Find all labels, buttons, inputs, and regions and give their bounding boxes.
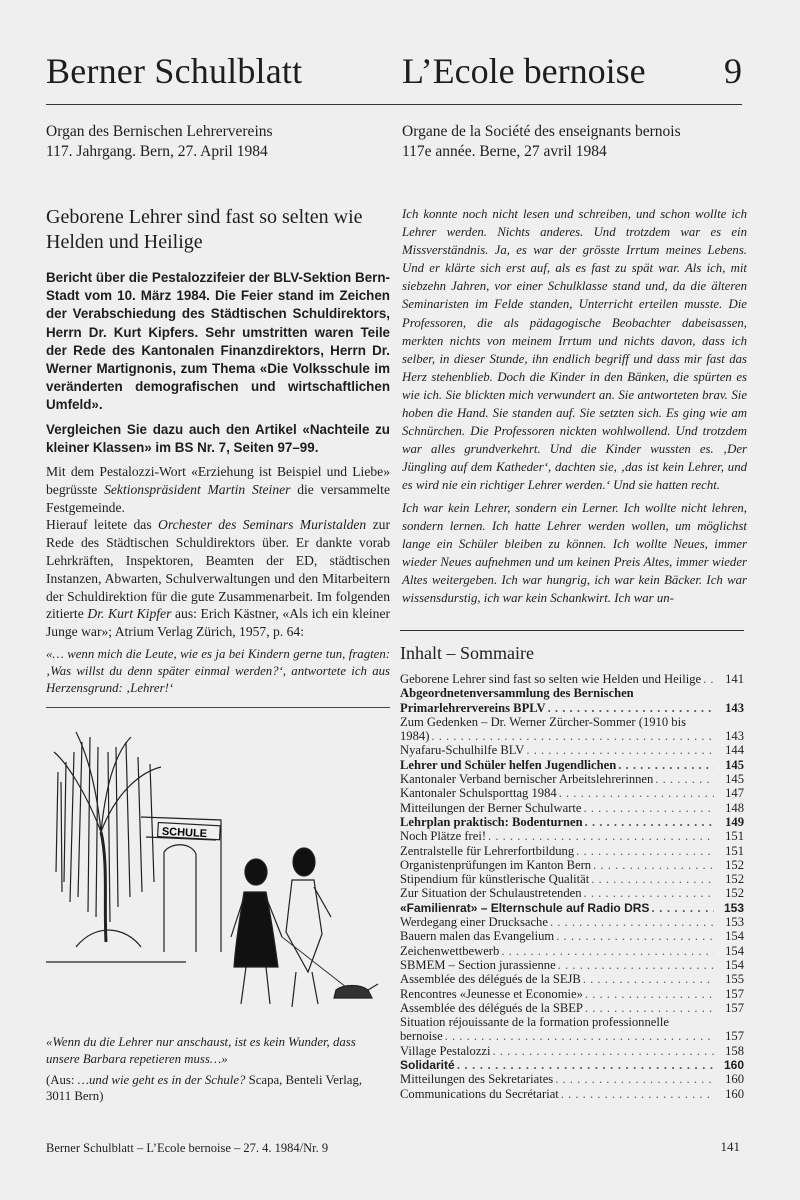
toc-item-title: Kantonaler Schulsporttag 1984 <box>400 786 557 801</box>
article-headline: Geborene Lehrer sind fast so selten wie Helden und Heilige <box>46 206 363 253</box>
article-lead: Bericht über die Pestalozzifeier der BLV-Sektion Bern-Stadt vom 10. März 1984. Die Feier stand im Zeichen der Verabschiedung des Städtischen Schuldirektors, Herrn Dr. Kurt Kipfers. Sehr umstritten waren Teile der Rede des Kantonalen Finanzdirektors, Herrn Dr. Werner Martignonis, zum Thema «Die Volksschule im veränderten demografischen und wirtschaftlichen Umfeld». <box>46 270 390 413</box>
article-quote: «… wenn mich die Leute, wie es ja bei Kindern gerne tun, fragten: ‚Was willst du denn später einmal werden?‘, antwortete ich aus Herzensgrund: ‚Lehrer!‘ <box>46 647 390 695</box>
toc-rule <box>400 630 744 631</box>
toc-item-page: 147 <box>714 786 744 800</box>
toc-item-page: 154 <box>714 944 744 958</box>
toc-item-page: 160 <box>714 1072 744 1086</box>
toc-item <box>400 1015 744 1044</box>
toc-item-title: Kantonaler Verband bernischer Arbeitslehrerinnen <box>400 772 654 787</box>
toc-item-page: 153 <box>714 915 744 929</box>
toc-item-title: Mitteilungen der Berner Schulwarte <box>400 800 582 815</box>
cartoon-sign-text: SCHULE <box>161 825 208 841</box>
toc-item-title: Noch Plätze frei! <box>400 829 487 844</box>
table-of-contents <box>400 672 744 1101</box>
toc-item-page: 151 <box>714 844 744 858</box>
masthead <box>46 50 742 110</box>
organ-de-line2: 117. Jahrgang. Bern, 27. April 1984 <box>46 143 268 160</box>
toc-item <box>400 801 744 815</box>
toc-item-page: 149 <box>714 815 744 829</box>
article-paragraph-1: Mit dem Pestalozzi-Wort «Erziehung ist Beispiel und Liebe» begrüsste Sektionspräsident Martin Steiner die versammelte Festgemeinde. <box>46 464 390 515</box>
toc-item-page: 145 <box>714 772 744 786</box>
toc-item-title: Abgeordnetenversammlung des Bernischen Primarlehrervereins BPLV <box>400 686 634 715</box>
toc-item-title: Zur Situation der Schulaustretenden <box>400 886 582 901</box>
toc-item-title: Solidarité <box>400 1058 455 1073</box>
toc-item <box>400 829 744 843</box>
toc-item-title: Geborene Lehrer sind fast so selten wie Helden und Heilige <box>400 672 702 686</box>
toc-item-title: Stipendium für künstlerische Qualität <box>400 872 590 887</box>
toc-item-title: Assemblée des délégués de la SBEP <box>400 1000 583 1015</box>
toc-item <box>400 1087 744 1101</box>
footer-text: Berner Schulblatt – L’Ecole bernoise – 27. 4. 1984/Nr. 9 <box>46 1141 329 1155</box>
toc-item-title: Situation réjouissante de la formation professionnelle bernoise <box>400 1015 669 1044</box>
toc-item <box>400 672 744 686</box>
issue-number: 9 <box>724 51 742 91</box>
toc-item <box>400 886 744 900</box>
masthead-rule <box>46 104 742 105</box>
toc-item-title: SBMEM – Section jurassienne <box>400 957 556 972</box>
toc-item-title: Werdegang einer Drucksache <box>400 915 548 930</box>
toc-item <box>400 929 744 943</box>
toc-item-title: «Familienrat» – Elternschule auf Radio DRS <box>400 900 650 915</box>
toc-item-page: 158 <box>714 1044 744 1058</box>
cartoon-source: (Aus: …und wie geht es in der Schule? Scapa, Benteli Verlag, 3011 Bern) <box>46 1073 363 1103</box>
toc-item-title: Mitteilungen des Sekretariates <box>400 1072 554 1087</box>
toc-item <box>400 1044 744 1058</box>
toc-item <box>400 944 744 958</box>
toc-item-title: Assemblée des délégués de la SEJB <box>400 972 581 987</box>
toc-item-title: Zum Gedenken – Dr. Werner Zürcher-Sommer (1910 bis 1984) <box>400 714 686 744</box>
cartoon-caption: «Wenn du die Lehrer nur anschaust, ist es kein Wunder, dass unsere Barbara repetieren muss…» <box>46 1035 356 1066</box>
toc-item <box>400 858 744 872</box>
toc-item-page: 148 <box>714 801 744 815</box>
toc-item-page: 153 <box>714 901 744 915</box>
toc-item-title: Nyafaru-Schulhilfe BLV <box>400 743 525 758</box>
article-paragraph-2: Hierauf leitete das Orchester des Seminars Muristalden zur Rede des Städtischen Schuldirektors über. Er dankte vorab Lehrkräften, Inspektoren, Beamten der ED, städtischen Instanzen, Abwarten, Schulverwaltungen und den Mitarbeitern der Schuldirektion für die gute Zusammenarbeit. Im folgenden zitierte Dr. Kurt Kipfer aus: Erich Kästner, «Als ich ein kleiner Junge war»; Atrium Verlag Zürich, 1957, p. 64: <box>46 517 390 640</box>
toc-item <box>400 915 744 929</box>
toc-item-page: 152 <box>714 872 744 886</box>
title-de: Berner Schulblatt <box>46 51 303 91</box>
toc-item-page: 157 <box>714 1001 744 1015</box>
article-divider <box>46 707 390 708</box>
toc-item-page: 151 <box>714 829 744 843</box>
toc-item <box>400 1001 744 1015</box>
toc-item-title: Rencontres «Jeunesse et Economie» <box>400 986 583 1001</box>
toc-item <box>400 872 744 886</box>
title-fr: L’Ecole bernoise <box>402 51 646 91</box>
article-reference: Vergleichen Sie dazu auch den Artikel «Nachteile zu kleiner Klassen» im BS Nr. 7, Seiten 97–99. <box>46 421 390 455</box>
organ-fr-line2: 117e année. Berne, 27 avril 1984 <box>402 143 607 160</box>
toc-item-page: 160 <box>714 1087 744 1101</box>
article-right-column <box>402 205 747 607</box>
toc-item-page: 145 <box>714 758 744 772</box>
toc-title: Inhalt – Sommaire <box>400 643 534 663</box>
toc-item-page: 141 <box>714 672 744 686</box>
toc-item-title: Zeichenwettbewerb <box>400 943 500 958</box>
toc-item <box>400 772 744 786</box>
cartoon-illustration <box>46 722 390 1020</box>
toc-item <box>400 844 744 858</box>
toc-item <box>400 786 744 800</box>
toc-item <box>400 743 744 757</box>
toc-item-page: 154 <box>714 958 744 972</box>
toc-item-page: 154 <box>714 929 744 943</box>
toc-item <box>400 958 744 972</box>
toc-item <box>400 758 744 772</box>
toc-item-title: Communications du Secrétariat <box>400 1086 559 1101</box>
toc-item-page: 143 <box>714 729 744 743</box>
kaestner-paragraph-2: Ich war kein Lehrer, sondern ein Lerner. Ich wollte nicht lehren, sondern lernen. Ich hatte Lehrer werden wollen, um möglichst lange ein Schüler bleiben zu können. Ich wollte Neues, immer wieder Neues aufnehmen und um keinen Preis Altes, immer wieder Altes weitergeben. Ich war hungrig, ich war kein Bäcker. Ich war wissensdurstig, ich war kein Schankwirt. Ich war un- <box>402 500 747 605</box>
toc-item <box>400 901 744 915</box>
toc-item-page: 144 <box>714 743 744 757</box>
toc-item-page: 155 <box>714 972 744 986</box>
toc-item-page: 152 <box>714 858 744 872</box>
toc-item-page: 152 <box>714 886 744 900</box>
organ-fr <box>402 122 747 162</box>
kaestner-paragraph-1: Ich konnte noch nicht lesen und schreiben, und schon wollte ich Lehrer werden. Nichts anderes. Und trotzdem war es ein Missverständnis. Ja, es war der grösste Irrtum meines Lebens. Und er klärte sich erst auf, als es fast zu spät war. Als ich, mit siebzehn Jahren, vor einer Schulklasse stand und, da die älteren Seminaristen im Felde standen, Unterricht erteilen musste. Die Professoren, die als pädagogische Beobachter dabeisassen, merkten nichts von meinem Irrtum und nichts davon, dass ich selber, in dieser Stunde, ihn endlich begriff und dass mir fast das Herz stehenblieb. Doch die Kinder in den Bänken, die spürten es wie ich. Sie blickten mich verwundert an. Sie antworteten brav. Sie hoben die Hand. Sie standen auf. Sie setzten sich. Es ging wie am Schnürchen. Die Professoren nickten wohlwollend. Und trotzdem war alles grundverkehrt. Und die Kinder wussten es. ‚Der Jüngling auf dem Katheder‘, dachten sie, ‚das ist kein Lehrer, und es wird nie ein richtiger Lehrer werden.‘ Und sie hatten recht. <box>402 207 747 493</box>
organ-de <box>46 122 376 162</box>
toc-item <box>400 815 744 829</box>
toc-item <box>400 686 744 715</box>
toc-item-page: 157 <box>714 987 744 1001</box>
organ-fr-line1: Organe de la Société des enseignants bernois <box>402 123 681 140</box>
toc-item <box>400 1058 744 1072</box>
article-left-column <box>46 205 390 708</box>
toc-item-title: Lehrer und Schüler helfen Jugendlichen <box>400 757 617 772</box>
toc-item <box>400 1072 744 1086</box>
toc-item-title: Zentralstelle für Lehrerfortbildung <box>400 843 575 858</box>
footer-page-number: 141 <box>720 1139 740 1154</box>
toc-item-title: Village Pestalozzi <box>400 1043 491 1058</box>
toc-item-title: Lehrplan praktisch: Bodenturnen <box>400 814 583 829</box>
toc-item-title: Organistenprüfungen im Kanton Bern <box>400 857 592 872</box>
toc-item-page: 157 <box>714 1029 744 1043</box>
toc-item-page: 160 <box>714 1058 744 1072</box>
toc-item <box>400 987 744 1001</box>
cartoon-drawing <box>46 722 390 1020</box>
toc-item <box>400 972 744 986</box>
toc-item-page: 143 <box>714 701 744 715</box>
toc-item <box>400 715 744 744</box>
organ-de-line1: Organ des Bernischen Lehrervereins <box>46 123 273 140</box>
toc-item-title: Bauern malen das Evangelium <box>400 929 555 944</box>
